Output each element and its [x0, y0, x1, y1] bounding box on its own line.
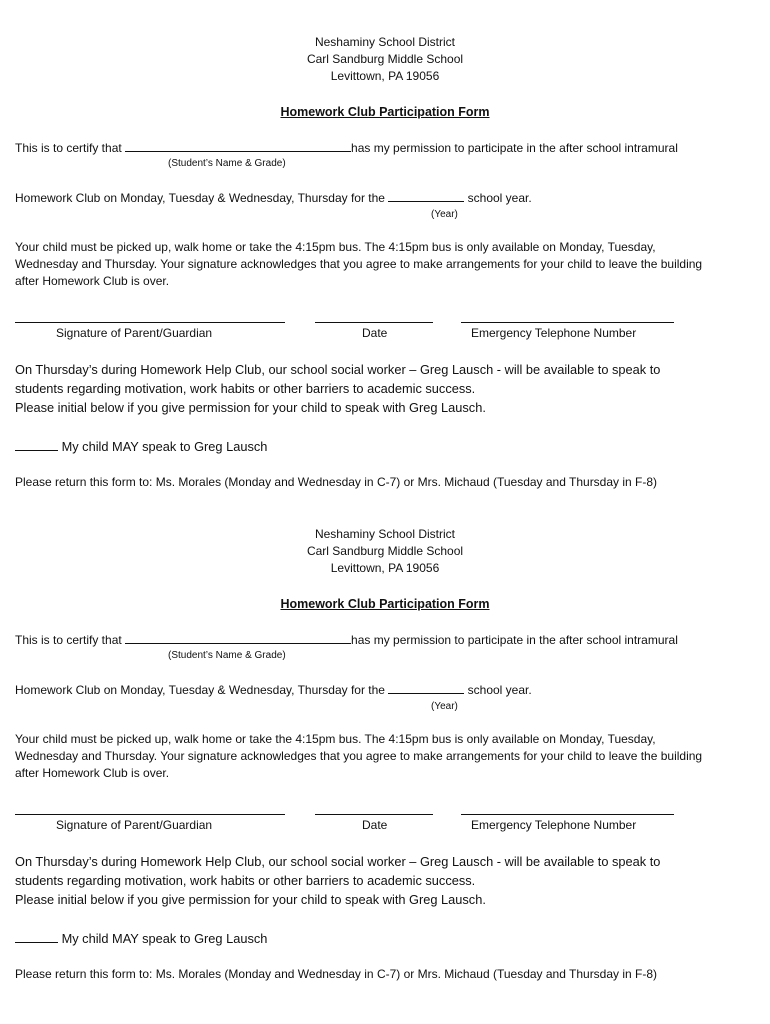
year-prefix: Homework Club on Monday, Tuesday & Wednesday, Thursday for the [15, 683, 385, 697]
year-suffix: school year. [467, 683, 532, 697]
certify-prefix: This is to certify that [15, 633, 122, 647]
pickup-line-1: Your child must be picked up, walk home or take the 4:15pm bus. The 4:15pm bus is only available on Monday, Tuesday, [15, 240, 656, 254]
date-label: Date [362, 326, 388, 340]
certify-suffix: has my permission to participate in the after school intramural [351, 633, 678, 647]
city-line: Levittown, PA 19056 [330, 69, 440, 83]
school-name: Carl Sandburg Middle School [306, 544, 464, 558]
school-year-field[interactable] [388, 683, 464, 694]
parent-signature-label: Signature of Parent/Guardian [56, 326, 213, 340]
parent-signature-field[interactable] [15, 814, 285, 815]
pickup-line-3: after Homework Club is over. [15, 766, 170, 780]
certify-line [15, 633, 678, 646]
date-field[interactable] [315, 322, 433, 323]
social-worker-line-1: On Thursday’s during Homework Help Club, our school social worker – Greg Lausch - will be available to speak to [15, 854, 661, 869]
initial-field[interactable] [15, 440, 58, 451]
initial-field[interactable] [15, 932, 58, 943]
social-worker-line-2: students regarding motivation, work habits or other barriers to academic success. [15, 381, 476, 396]
permission-line [15, 932, 267, 946]
year-line [15, 191, 532, 204]
date-label: Date [362, 818, 388, 832]
permission-line [15, 440, 267, 454]
year-prefix: Homework Club on Monday, Tuesday & Wednesday, Thursday for the [15, 191, 385, 205]
return-instructions: Please return this form to: Ms. Morales (Monday and Wednesday in C-7) or Mrs. Michaud (Tuesday and Thursday in F-8) [15, 475, 658, 489]
parent-signature-field[interactable] [15, 322, 285, 323]
pickup-line-3: after Homework Club is over. [15, 274, 170, 288]
school-name: Carl Sandburg Middle School [306, 52, 464, 66]
certify-suffix: has my permission to participate in the after school intramural [351, 141, 678, 155]
student-name-hint: (Student’s Name & Grade) [168, 158, 286, 169]
form-title: Homework Club Participation Form [280, 105, 490, 119]
certify-prefix: This is to certify that [15, 141, 122, 155]
certify-line [15, 141, 678, 154]
permission-text: My child MAY speak to Greg Lausch [61, 931, 268, 946]
student-name-field[interactable] [125, 141, 351, 152]
phone-label: Emergency Telephone Number [471, 326, 637, 340]
district-name: Neshaminy School District [314, 35, 456, 49]
permission-text: My child MAY speak to Greg Lausch [61, 439, 268, 454]
district-name: Neshaminy School District [314, 527, 456, 541]
phone-label: Emergency Telephone Number [471, 818, 637, 832]
pickup-line-2: Wednesday and Thursday. Your signature acknowledges that you agree to make arrangements for your child to leave the building [15, 257, 703, 271]
phone-field[interactable] [461, 814, 674, 815]
parent-signature-label: Signature of Parent/Guardian [56, 818, 213, 832]
pickup-line-1: Your child must be picked up, walk home or take the 4:15pm bus. The 4:15pm bus is only available on Monday, Tuesday, [15, 732, 656, 746]
city-line: Levittown, PA 19056 [330, 561, 440, 575]
pickup-line-2: Wednesday and Thursday. Your signature acknowledges that you agree to make arrangements for your child to leave the building [15, 749, 703, 763]
return-instructions: Please return this form to: Ms. Morales (Monday and Wednesday in C-7) or Mrs. Michaud (Tuesday and Thursday in F-8) [15, 967, 658, 981]
social-worker-line-2: students regarding motivation, work habits or other barriers to academic success. [15, 873, 476, 888]
social-worker-line-3: Please initial below if you give permission for your child to speak with Greg Lausch. [15, 892, 486, 907]
form-title: Homework Club Participation Form [280, 597, 490, 611]
year-hint: (Year) [431, 209, 458, 220]
student-name-field[interactable] [125, 633, 351, 644]
date-field[interactable] [315, 814, 433, 815]
year-line [15, 683, 532, 696]
school-year-field[interactable] [388, 191, 464, 202]
year-hint: (Year) [431, 701, 458, 712]
social-worker-line-3: Please initial below if you give permission for your child to speak with Greg Lausch. [15, 400, 486, 415]
year-suffix: school year. [467, 191, 532, 205]
social-worker-line-1: On Thursday’s during Homework Help Club, our school social worker – Greg Lausch - will be available to speak to [15, 362, 661, 377]
phone-field[interactable] [461, 322, 674, 323]
student-name-hint: (Student’s Name & Grade) [168, 650, 286, 661]
